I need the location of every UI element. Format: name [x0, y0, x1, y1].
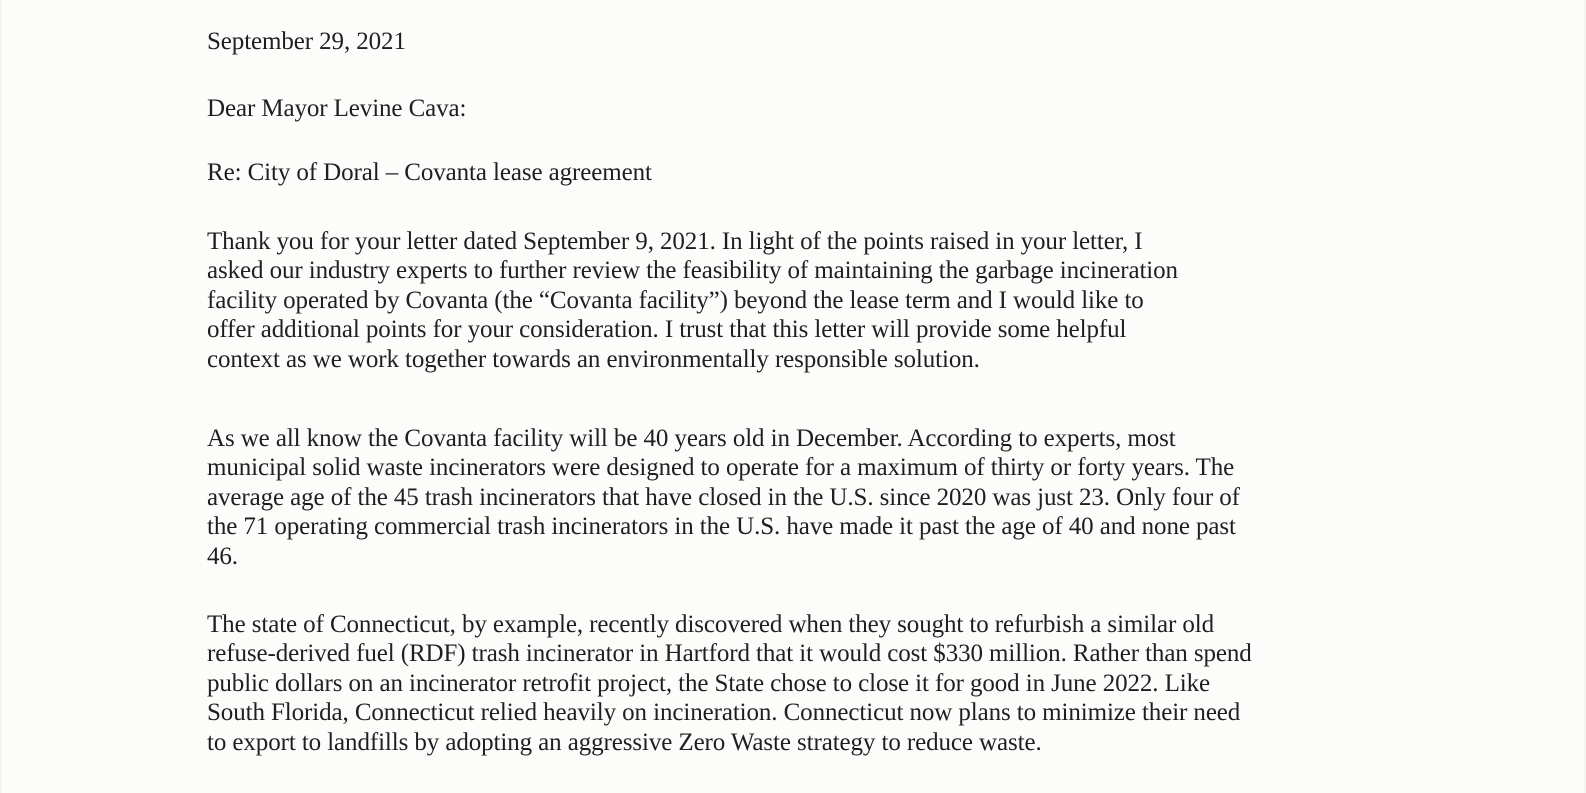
- paragraph-1: [207, 227, 1178, 374]
- paragraph-line: public dollars on an incinerator retrofit project, the State chose to close it for good in June 2022. Like: [207, 669, 1211, 697]
- paragraph-line: facility operated by Covanta (the “Covanta facility”) beyond the lease term and I would like to: [207, 286, 1144, 314]
- letter-subject: Re: City of Doral – Covanta lease agreement: [207, 159, 652, 186]
- paragraph-line: the 71 operating commercial trash incinerators in the U.S. have made it past the age of 40 and none past: [207, 513, 1236, 541]
- paragraph-3: [207, 610, 1252, 757]
- letter-salutation: Dear Mayor Levine Cava:: [207, 95, 467, 122]
- paragraph-line: 46.: [207, 542, 238, 570]
- paragraph-line: to export to landfills by adopting an aggressive Zero Waste strategy to reduce waste.: [207, 728, 1042, 756]
- paragraph-line: refuse-derived fuel (RDF) trash incinerator in Hartford that it would cost $330 million. Rather than spend: [207, 640, 1252, 668]
- paragraph-line: context as we work together towards an environmentally responsible solution.: [207, 345, 980, 373]
- paragraph-line: average age of the 45 trash incinerators that have closed in the U.S. since 2020 was just 23. Only four of: [207, 483, 1240, 511]
- paragraph-line: The state of Connecticut, by example, recently discovered when they sought to refurbish a similar old: [207, 611, 1214, 638]
- paragraph-line: South Florida, Connecticut relied heavily on incineration. Connecticut now plans to minimize their need: [207, 699, 1241, 727]
- scan-edge-left: [0, 0, 2, 793]
- paragraph-line: As we all know the Covanta facility will be 40 years old in December. According to experts, most: [207, 425, 1176, 452]
- paragraph-line: offer additional points for your consideration. I trust that this letter will provide some helpful: [207, 316, 1127, 344]
- paragraph-line: municipal solid waste incinerators were designed to operate for a maximum of thirty or forty years. The: [207, 454, 1235, 482]
- paragraph-line: Thank you for your letter dated September 9, 2021. In light of the points raised in your letter, I: [207, 228, 1143, 255]
- paragraph-2: [207, 424, 1240, 571]
- paragraph-line: asked our industry experts to further review the feasibility of maintaining the garbage incineration: [207, 257, 1178, 285]
- letter-date: September 29, 2021: [207, 28, 406, 55]
